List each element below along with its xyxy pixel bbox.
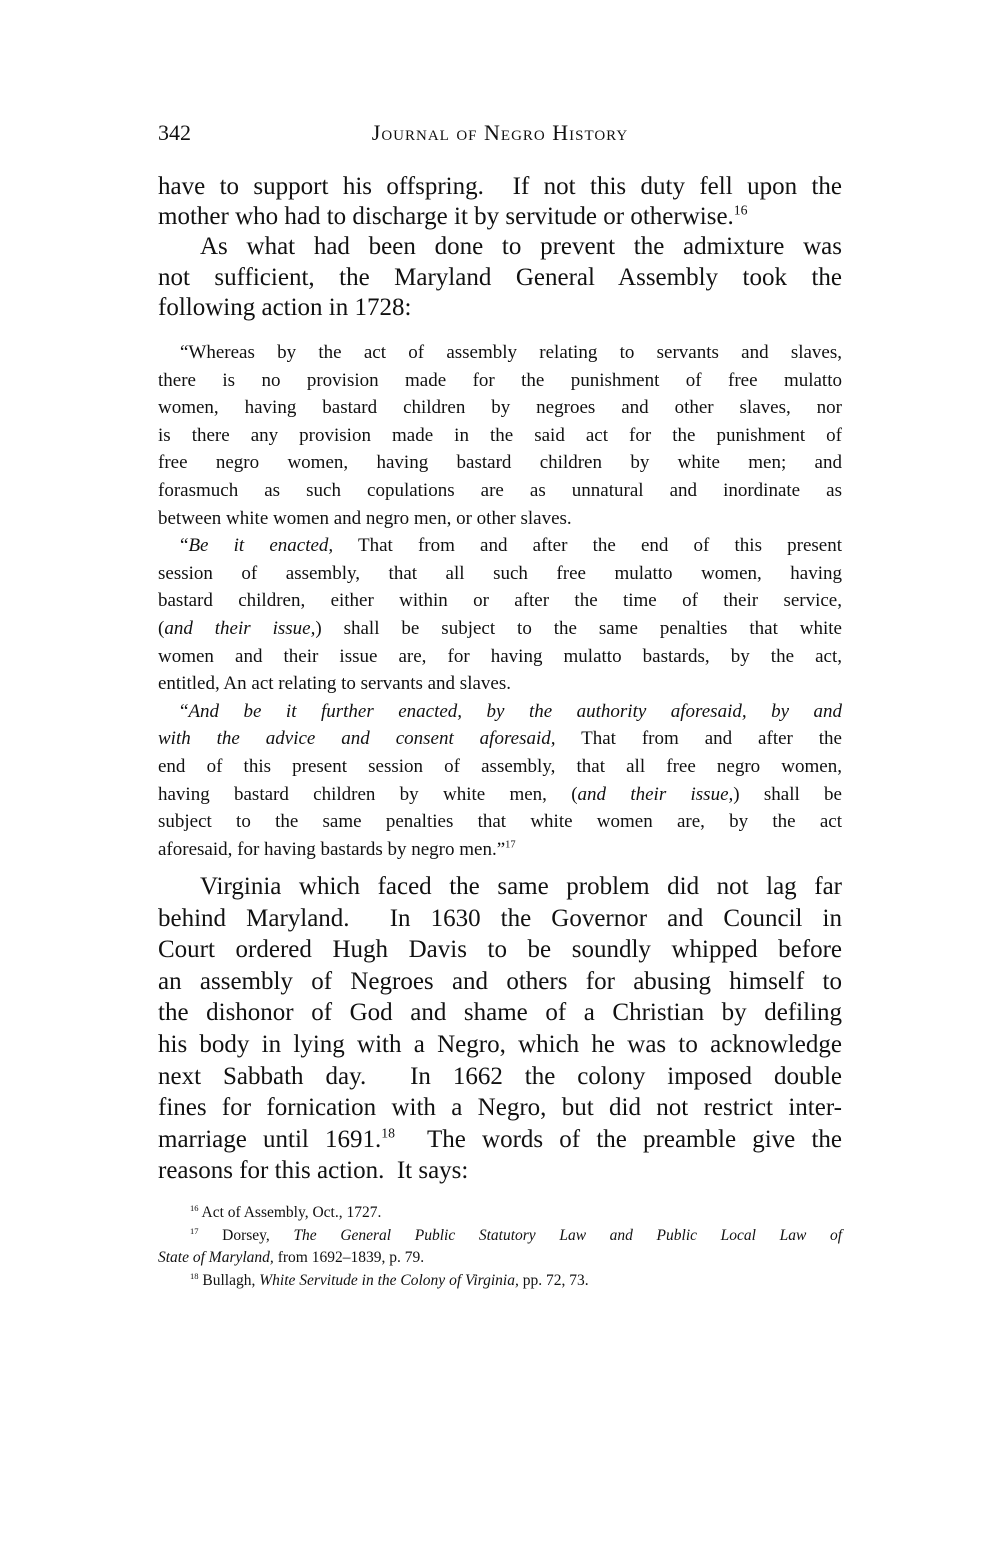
- text: behind Maryland. In 1630 the Governor and Council in: [158, 904, 842, 932]
- text: have to support his offspring. If not this duty fell upon the: [158, 173, 842, 200]
- text-line: [158, 903, 842, 935]
- text: from 1692–1839, p. 79.: [273, 1249, 425, 1267]
- text: “Whereas by the act of assembly relating to servants and slaves,: [180, 342, 842, 363]
- text: aforesaid, for having bastards by negro men.”: [158, 838, 506, 860]
- journal-title: Journal of Negro History: [371, 120, 629, 145]
- italic-text: and their issue,: [164, 617, 316, 639]
- text: Court ordered Hugh Davis to be soundly whipped before: [158, 936, 842, 964]
- text-line: [158, 1061, 842, 1093]
- text: following action in 1728:: [158, 293, 412, 321]
- text: ) shall be: [733, 783, 842, 805]
- text-line: [158, 1225, 842, 1248]
- italic-text: and their issue,: [577, 783, 734, 805]
- text-line: [158, 934, 842, 966]
- text: The words of the preamble give the: [395, 1125, 843, 1153]
- text-line: [158, 560, 842, 588]
- footnote-marker: 18: [381, 1125, 396, 1141]
- text: ) shall be subject to the same penalties that white: [315, 617, 842, 639]
- text: there is no provision made for the punishment of free mulatto: [158, 369, 842, 391]
- text: As what had been done to prevent the admixture was: [200, 233, 842, 261]
- text-line: [158, 1202, 842, 1225]
- text: entitled, An act relating to servants and slaves.: [158, 673, 511, 695]
- text: women, having bastard children by negroes and other slaves, nor: [158, 397, 842, 419]
- text-line: [158, 394, 842, 422]
- italic-text: Be it enacted,: [188, 535, 334, 557]
- text-line: [158, 808, 842, 836]
- text-line: [158, 1155, 842, 1187]
- text-line: [158, 172, 842, 202]
- text-line: [158, 725, 842, 753]
- text-line: [158, 966, 842, 998]
- text-line: [158, 367, 842, 395]
- text: (: [158, 617, 165, 639]
- text: Act of Assembly, Oct., 1727.: [198, 1204, 382, 1221]
- text: subject to the same penalties that white women are, by the act: [158, 811, 842, 833]
- text-line: [158, 1247, 842, 1270]
- footnote-marker: 17: [190, 1225, 199, 1236]
- text-line: [158, 339, 842, 367]
- italic-text: White Servitude in the Colony of Virginia,: [259, 1271, 519, 1289]
- text-line: [158, 505, 842, 533]
- text: mother who had to discharge it by servitude or otherwise.: [158, 203, 734, 231]
- text-line: [158, 753, 842, 781]
- text: “: [180, 700, 189, 722]
- text-line: [158, 232, 842, 262]
- text: the dishonor of God and shame of a Christian by defiling: [158, 999, 842, 1027]
- footnotes: [158, 1202, 842, 1292]
- text: That from and after the: [555, 728, 842, 750]
- text-line: [158, 422, 842, 450]
- text-line: [158, 615, 842, 643]
- text-line: [158, 1092, 842, 1124]
- text-line: [158, 871, 842, 903]
- text: free negro women, having bastard children by white men; and: [158, 452, 842, 474]
- text-line: [158, 532, 842, 560]
- text-line: [158, 449, 842, 477]
- footnote-marker: 16: [190, 1203, 199, 1214]
- text-line: [158, 781, 842, 809]
- text: having bastard children by white men, (: [158, 783, 578, 805]
- text-line: [158, 293, 842, 323]
- text: is there any provision made in the said act for the punishment of: [158, 424, 842, 446]
- italic-text: with the advice and consent aforesaid,: [158, 728, 556, 750]
- text-line: [158, 1124, 842, 1156]
- text: fines for fornication with a Negro, but did not restrict inter-: [158, 1094, 842, 1122]
- text-line: [158, 477, 842, 505]
- page-number: 342: [158, 120, 191, 145]
- text-line: [158, 202, 842, 232]
- text: reasons for this action. It says:: [158, 1157, 469, 1185]
- text: session of assembly, that all such free mulatto women, having: [158, 562, 842, 584]
- text-line: [158, 643, 842, 671]
- text: Dorsey,: [198, 1226, 294, 1244]
- block-quote-act-1728: [158, 339, 842, 863]
- italic-text: The General Public Statutory Law and Public Local Law of: [293, 1226, 843, 1244]
- text-line: [158, 1270, 842, 1293]
- text: Bullagh,: [198, 1271, 260, 1289]
- text: women and their issue are, for having mulatto bastards, by the act,: [158, 645, 842, 667]
- text-line: [158, 698, 842, 726]
- text: That from and after the end of this present: [333, 535, 842, 557]
- text: his body in lying with a Negro, which he was to acknowledge: [158, 1030, 842, 1058]
- text: bastard children, either within or after the time of their service,: [158, 590, 842, 612]
- text: forasmuch as such copulations are as unnatural and inordinate as: [158, 479, 842, 501]
- running-header: [158, 120, 842, 150]
- text: an assembly of Negroes and others for abusing himself to: [158, 967, 842, 995]
- paragraph-intro: [158, 172, 842, 323]
- paragraph-virginia: [158, 871, 842, 1187]
- footnote-marker: 17: [505, 839, 516, 851]
- footnote-marker: 16: [733, 202, 748, 218]
- text: between white women and negro men, or other slaves.: [158, 507, 572, 529]
- text: pp. 72, 73.: [518, 1271, 589, 1289]
- italic-text: State of Maryland,: [158, 1249, 274, 1267]
- text-line: [158, 263, 842, 293]
- text: end of this present session of assembly, that all free negro women,: [158, 755, 842, 777]
- text: next Sabbath day. In 1662 the colony imposed double: [158, 1062, 842, 1090]
- italic-text: And be it further enacted, by the authority aforesaid, by and: [188, 700, 842, 722]
- text: marriage until 1691.: [158, 1125, 382, 1153]
- footnote-marker: 18: [190, 1270, 199, 1281]
- text-line: [158, 587, 842, 615]
- text-line: [158, 836, 842, 864]
- text-line: [158, 670, 842, 698]
- text-line: [158, 997, 842, 1029]
- text: not sufficient, the Maryland General Assembly took the: [158, 263, 842, 291]
- text: Virginia which faced the same problem did not lag far: [200, 873, 842, 900]
- text: “: [180, 535, 189, 557]
- text-line: [158, 1029, 842, 1061]
